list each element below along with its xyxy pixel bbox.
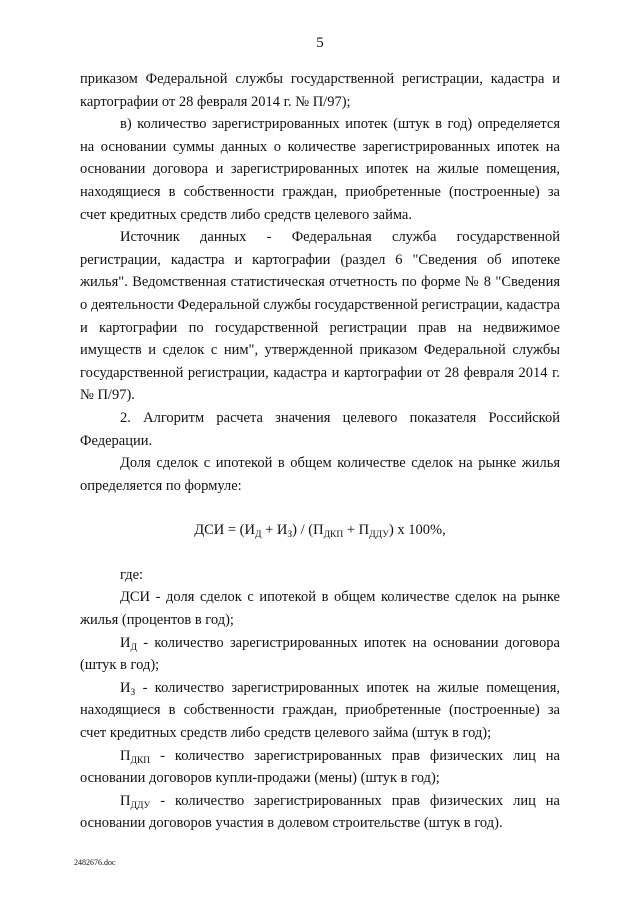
paragraph-algorithm-heading: 2. Алгоритм расчета значения целевого показателя Российской Федерации. bbox=[80, 409, 560, 449]
paragraph-formula-intro: Доля сделок с ипотекой в общем количестве сделок на рынке жилья определяется по формуле: bbox=[80, 455, 560, 494]
definition-dsi: ДСИ - доля сделок с ипотекой в общем количестве сделок на рынке жилья (процентов в год); bbox=[80, 589, 560, 629]
paragraph-data-source: Источник данных - Федеральная служба государственной регистрации, кадастра и картографии (раздел 6 "Сведения об ипотеке жилья". Ведомственная статистическая отчетность по форме № 8 "Сведения о деятельности Федеральной службы государственной регистрации, кадастра и картографии по государственной регистрации прав на недвижимое имуществ и сделок с ним", утвержденной приказом Федеральной службы государственной регистрации, кадастра и картографии от 28 февраля 2014 г. № П/97). bbox=[80, 229, 560, 404]
definition-pdkp: $П_{ДКП}$ - количество зарегистрированных прав физических лиц на основании договоров купли-продажи (мены) (штук в год); bbox=[80, 747, 560, 787]
paragraph-continuation: приказом Федеральной службы государственной регистрации, кадастра и картографии от 28 февраля 2014 г. № П/97); bbox=[80, 71, 560, 110]
definition-id: $И_Д$ - количество зарегистрированных ипотек на основании договора (штук в год); bbox=[80, 634, 560, 674]
page-number: 5 bbox=[316, 35, 324, 51]
footer-filename: 2482676.doc bbox=[74, 858, 116, 867]
definition-pddu: $П_{ДДУ}$ - количество зарегистрированных прав физических лиц на основании договоров участия в долевом строительстве (штук в год). bbox=[80, 792, 560, 832]
where-label: где: bbox=[120, 566, 144, 583]
definition-iz: $И_З$ - количество зарегистрированных ипотек на жилые помещения, находящиеся в собственности граждан, приобретенные (построенные) за счет кредитных средств либо средств целевого займа (штук в год); bbox=[80, 679, 560, 742]
document-body bbox=[80, 68, 560, 835]
formula: ДСИ = $(И_Д + И_З) / (П_{ДКП} + П_{ДДУ})$ х 100%, bbox=[194, 522, 446, 541]
paragraph-mortgage-count: в) количество зарегистрированных ипотек (штук в год) определяется на основании суммы данных о количестве зарегистрированных ипотек на основании договора и зарегистрированных ипотек на жилые помещения, находящиеся в собственности граждан, приобретенные (построенные) за счет кредитных средств либо средств целевого займа. bbox=[80, 116, 560, 223]
